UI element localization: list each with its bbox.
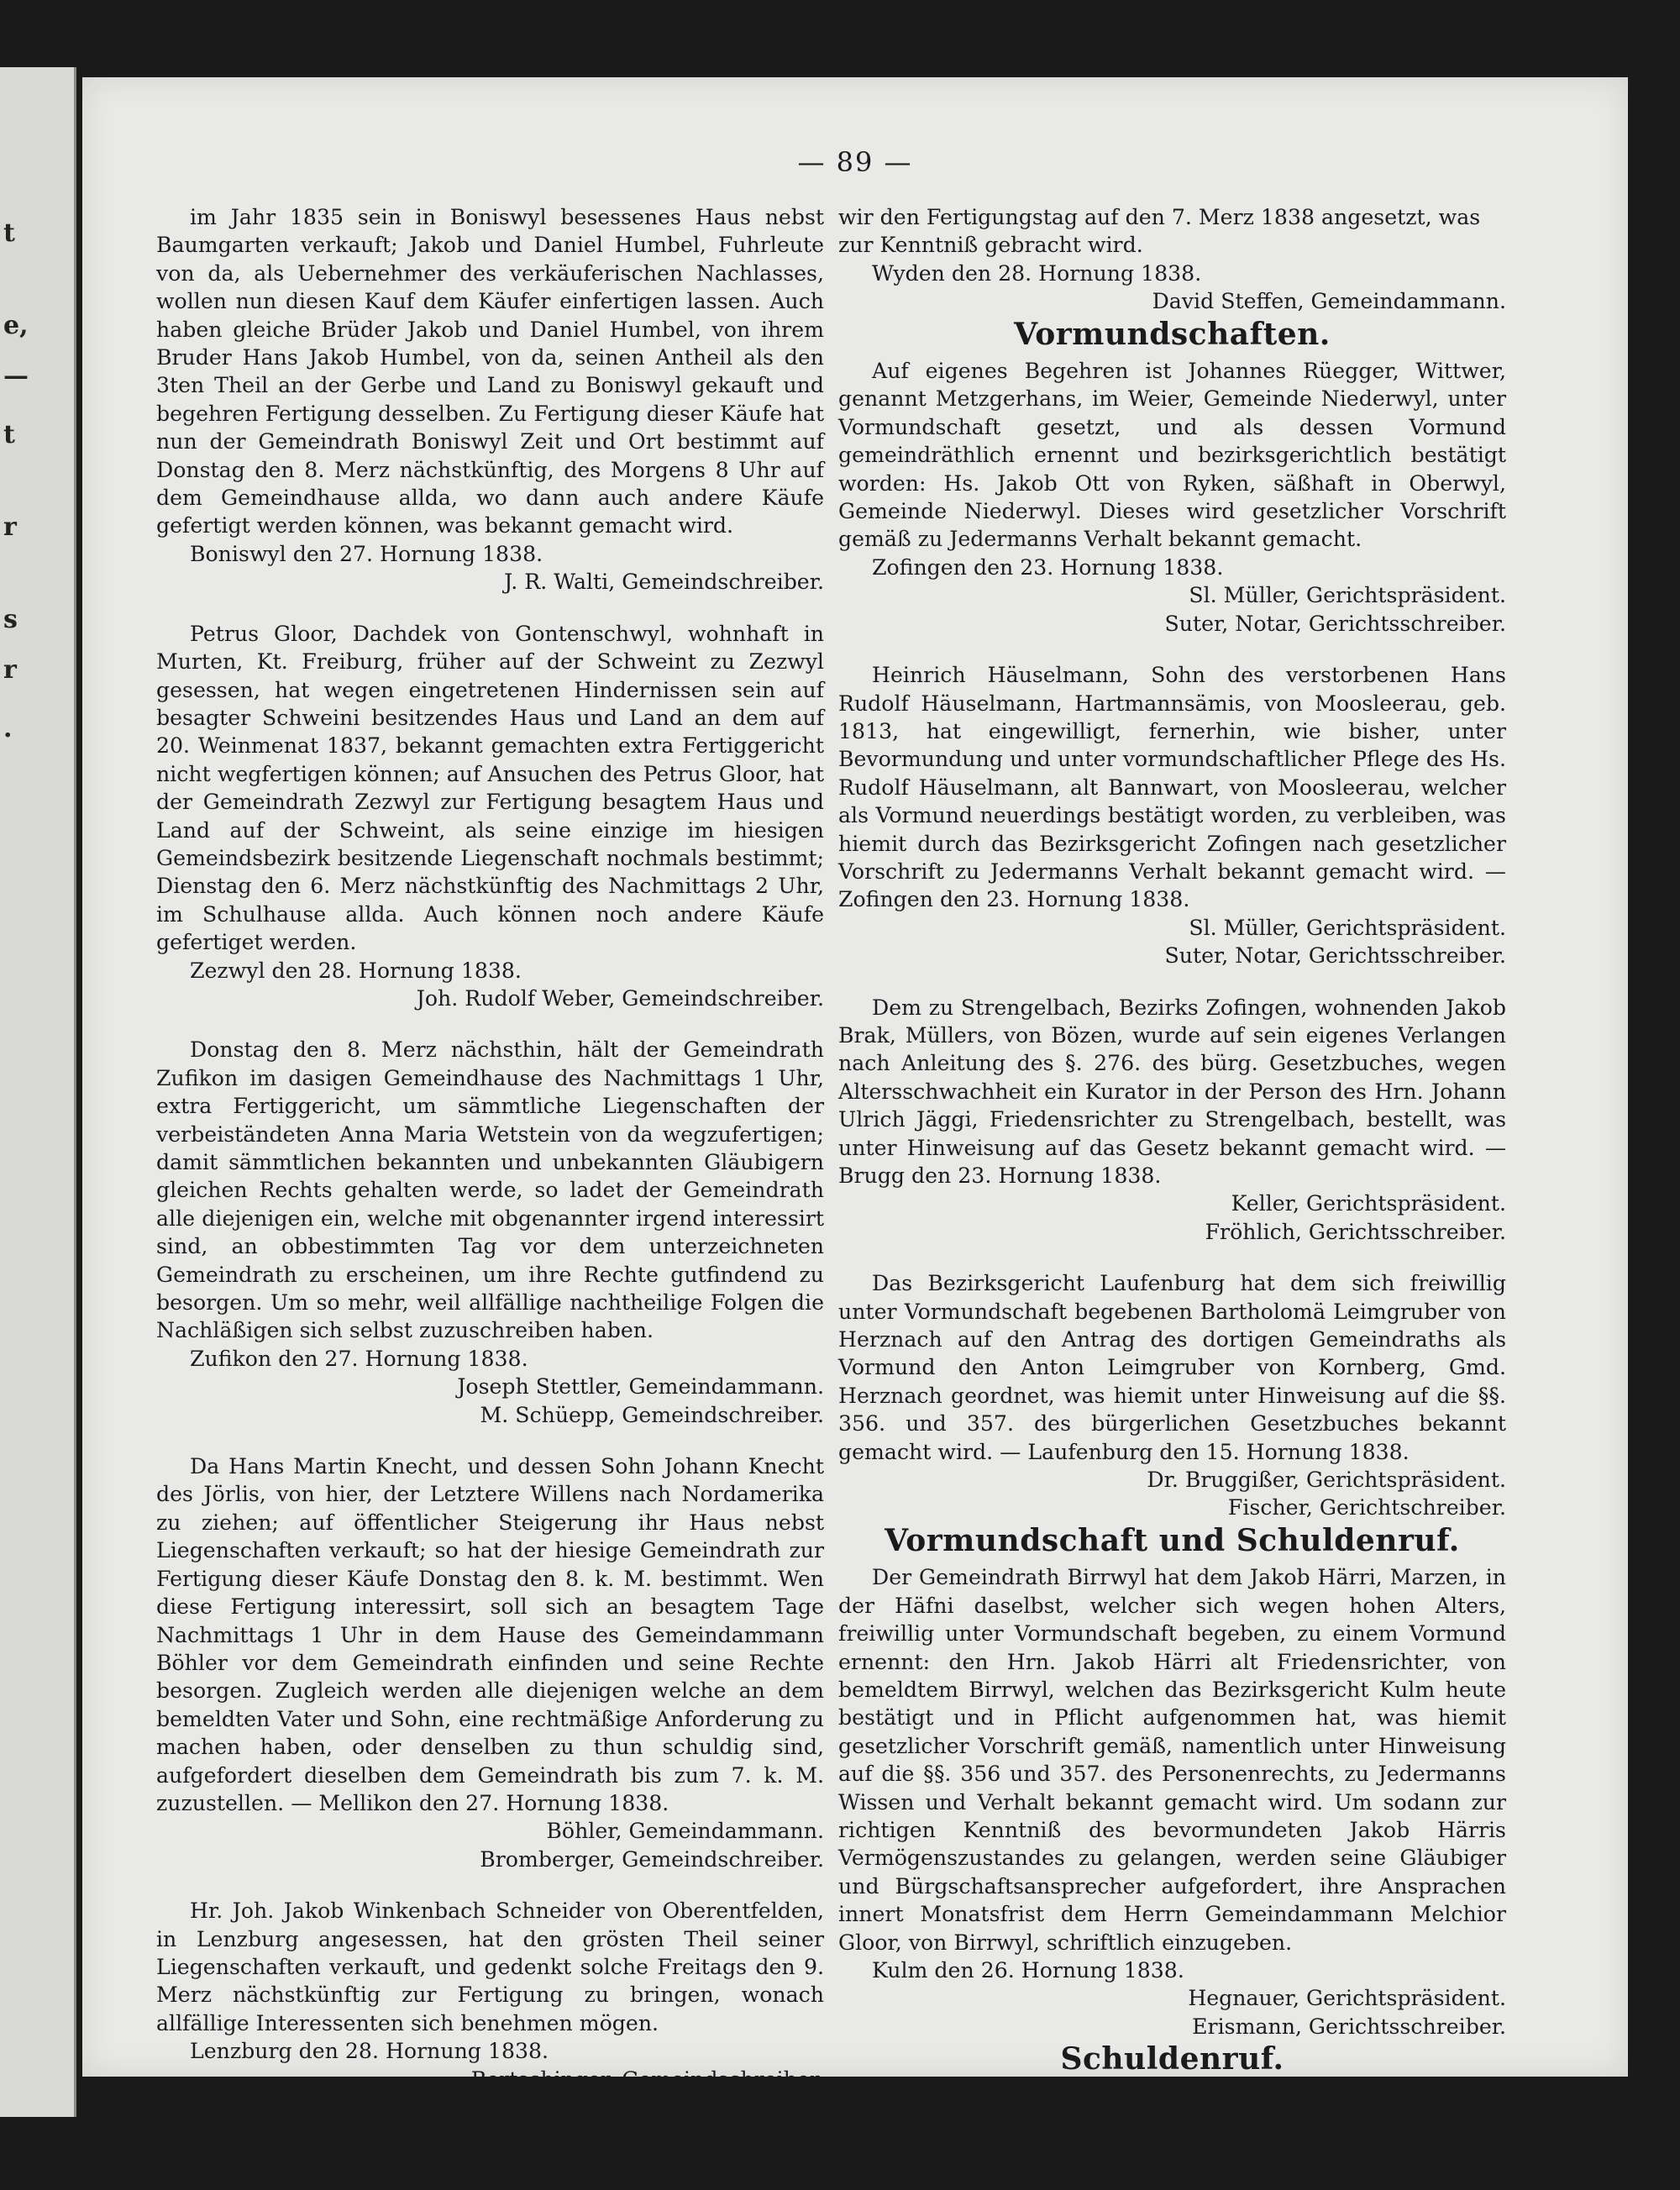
section-heading: Vormundschaft und Schuldenruf. <box>885 1522 1460 1558</box>
margin-fragment: s <box>3 605 18 634</box>
block-gap <box>156 1873 824 1897</box>
place-date-line: Boniswyl den 27. Hornung 1838. <box>190 541 543 566</box>
notice-paragraph: Dem zu Strengelbach, Bezirks Zofingen, wohnenden Jakob Brak, Müllers, von Bözen, wurde auf sein eigenes Verlangen nach Anleitung des §. 276. des bürg. Gesetzbuches, wegen Altersschwachheit ein Kurator in der Person des Hrn. Johann Ulrich Jäggi, Friedensrichter zu Strengelbach, bestellt, was unter Hinweisung auf das Gesetz bekannt gemacht wird. — Brugg den 23. Hornung 1838. <box>838 995 1506 1188</box>
margin-fragment: . <box>3 714 13 743</box>
signature-line: J. R. Walti, Gemeindschreiber. <box>504 570 824 595</box>
signature-line: Suter, Notar, Gerichtsschreiber. <box>1164 943 1506 969</box>
block-gap <box>838 1246 1506 1269</box>
page-number: — 89 — <box>797 146 913 178</box>
notice-paragraph: Petrus Gloor, Dachdek von Gontenschwyl, wohnhaft in Murten, Kt. Freiburg, früher auf der Schweint zu Zezwyl gesessen, hat wegen eingetretenen Hindernissen sein auf besagter Schweini besitzendes Haus und Land an dem auf 20. Weinmenat 1837, bekannt gemachten extra Fertiggericht nicht wegfertigen können; auf Ansuchen des Petrus Gloor, hat der Gemeindrath Zezwyl zur Fertigung besagtem Haus und Land auf der Schweint, als seine einzige im hiesigen Gemeindsbezirk besitzende Liegenschaft nochmals bestimmt; Dienstag den 6. Merz nächstkünftig des Nachmittags 2 Uhr, im Schulhause allda. Auch können noch andere Käufe gefertiget werden. <box>156 621 824 955</box>
block-gap <box>156 1012 824 1036</box>
left-column <box>156 203 824 2173</box>
block-gap <box>156 596 824 620</box>
block-gap <box>156 2093 824 2117</box>
text-line: wir den Fertigungstag auf den 7. Merz 1838 angesetzt, was zur Kenntniß gebracht wird. <box>838 205 1481 258</box>
place-date-line: Lenzburg den 28. Hornung 1838. <box>190 2039 549 2064</box>
block-gap <box>156 1429 824 1452</box>
notice-paragraph: Das Bezirksgericht Aarau hat dem nach Amerika auszuwandern gesonnenen Rudolf Wehrli, Posamenter von Küt- <box>838 2083 1506 2165</box>
document-page <box>82 77 1628 2172</box>
notice-paragraph: Da die Gebrüder Georg und Silvan Brunner, in Wyden, ihre sämmtlichen Liegenschaften verkauft, so haben <box>156 2119 824 2172</box>
notice-paragraph: im Jahr 1835 sein in Boniswyl besessenes Haus nebst Baumgarten verkauft; Jakob und Daniel Humbel, Fuhrleute von da, als Uebernehmer des verkäuferischen Nachlasses, wollen nun diesen Kauf dem Käufer einfertigen lassen. Auch haben gleiche Brüder Jakob und Daniel Humbel, von ihrem Bruder Hans Jakob Humbel, von da, seinen Antheil als den 3ten Theil an der Gerbe und Land zu Boniswyl gekauft und begehren Fertigung desselben. Zu Fertigung dieser Käufe hat nun der Gemeindrath Boniswyl Zeit und Ort bestimmt auf Donstag den 8. Merz nächstkünftig, des Morgens 8 Uhr auf dem Gemeindhause allda, wo dann auch andere Käufe gefertigt werden können, was bekannt gemacht wird. <box>156 205 824 538</box>
signature-line: Hegnauer, Gerichtspräsident. <box>1188 1986 1506 2011</box>
signature-line: Erismann, Gerichtsschreiber. <box>1192 2014 1506 2039</box>
signature-line: M. Schüepp, Gemeindschreiber. <box>480 1402 824 1427</box>
signature-line: Sl. Müller, Gerichtspräsident. <box>1189 915 1506 940</box>
right-column <box>838 203 1506 2166</box>
notice-paragraph: Da Hans Martin Knecht, und dessen Sohn Johann Knecht des Jörlis, von hier, der Letztere Willens nach Nordamerika zu ziehen; auf öffentlicher Steigerung ihr Haus nebst Liegenschaften verkauft; so hat der hiesige Gemeindrath zur Fertigung dieser Käufe Donstag den 8. k. M. bestimmt. Wen diese Fertigung interessirt, soll sich an besagtem Tage Nachmittags 1 Uhr in dem Hause des Gemeindammann Böhler vor dem Gemeindrath einfinden und seine Rechte besorgen. Zugleich werden alle diejenigen welche an dem bemeldten Vater und Sohn, eine rechtmäßige Anforderung zu machen haben, oder denselben zu thun schuldig sind, aufgefordert dieselben dem Gemeindrath bis zum 7. k. M. zuzustellen. — Mellikon den 27. Hornung 1838. <box>156 1454 824 1815</box>
block-gap <box>838 970 1506 994</box>
place-date-line: Zufikon den 27. Hornung 1838. <box>190 1346 528 1371</box>
signature-line: Joh. Rudolf Weber, Gemeindschreiber. <box>416 985 824 1011</box>
margin-fragment: — <box>3 361 29 391</box>
place-date-line: Wyden den 28. Hornung 1838. <box>872 260 1202 286</box>
place-date-line: Kulm den 26. Hornung 1838. <box>872 1957 1184 1983</box>
signature-line: Fischer, Gerichtschreiber. <box>1227 1495 1506 1520</box>
signature-line: Böhler, Gemeindammann. <box>546 1819 824 1844</box>
signature-line: Suter, Notar, Gerichtsschreiber. <box>1164 611 1506 636</box>
signature-line: David Steffen, Gemeindammann. <box>1152 289 1506 314</box>
signature-line: Bromberger, Gemeindschreiber. <box>480 1846 824 1872</box>
section-heading: Vormundschaften. <box>1014 316 1331 352</box>
margin-fragment: r <box>3 512 17 542</box>
signature-line: Joseph Stettler, Gemeindammann. <box>457 1374 824 1400</box>
notice-paragraph: Das Bezirksgericht Laufenburg hat dem sich freiwillig unter Vormundschaft begebenen Bartholomä Leimgruber von Herznach auf den Antrag des dortigen Gemeindraths als Vormund den Anton Leimgruber von Kornberg, Gmd. Herznach geordnet, was hiemit unter Hinweisung auf die §§. 356. und 357. des bürgerlichen Gesetzbuches bekannt gemacht wird. — Laufenburg den 15. Hornung 1838. <box>838 1271 1506 1464</box>
notice-paragraph: Der Gemeindrath Birrwyl hat dem Jakob Härri, Marzen, in der Häfni daselbst, welcher sich wegen hohen Alters, freiwillig unter Vormundschaft begeben, zu einem Vormund ernennt: den Hrn. Jakob Härri alt Friedensrichter, von bemeldtem Birrwyl, welchen das Bezirksgericht Kulm heute bestätigt und in Pflicht aufgenommen hat, was hiemit gesetzlicher Vorschrift gemäß, namentlich unter Hinweisung auf die §§. 356 und 357. des Personenrechts, zu Jedermanns Wissen und Verhalt bekannt gemacht wird. Um sodann zur richtigen Kenntniß des bevormundeten Jakob Härris Vermögenszustandes zu gelangen, werden seine Gläubiger und Bürgschaftsansprecher aufgefordert, ihre Ansprachen innert Monatsfrist dem Herrn Gemeindammann Melchior Gloor, von Birrwyl, schriftlich einzugeben. <box>838 1565 1506 1955</box>
section-heading: Schuldenruf. <box>1060 2041 1284 2077</box>
signature-line: Keller, Gerichtspräsident. <box>1231 1191 1506 1216</box>
notice-paragraph: Heinrich Häuselmann, Sohn des verstorbenen Hans Rudolf Häuselmann, Hartmannsämis, von Moosleerau, geb. 1813, hat eingewilligt, fernerhin, wie bisher, unter Bevormundung und unter vormundschaftlicher Pflege des Hs. Rudolf Häuselmann, alt Bannwart, von Moosleerau, welcher als Vormund neuerdings bestätigt worden, zu verbleiben, was hiemit durch das Bezirksgericht Zofingen nach gesetzlicher Vorschrift zu Jedermanns Verhalt bekannt gemacht wird. — Zofingen den 23. Hornung 1838. <box>838 663 1506 912</box>
signature-line: Sl. Müller, Gerichtspräsident. <box>1189 583 1506 608</box>
signature-line: Fröhlich, Gerichtsschreiber. <box>1205 1219 1506 1244</box>
block-gap <box>838 638 1506 661</box>
adjacent-page-edge <box>0 67 76 2117</box>
notice-paragraph: Auf eigenes Begehren ist Johannes Rüegger, Wittwer, genannt Metzgerhans, im Weier, Gemeinde Niederwyl, unter Vormundschaft gesetzt, und als dessen Vormund gemeindräthlich ernennt und bezirksgerichtlich bestätigt worden: Hs. Jakob Ott von Ryken, säßhaft in Oberwyl, Gemeinde Niederwyl. Dieses wird gesetzlicher Vorschrift gemäß zu Jedermanns Verhalt bekannt gemacht. <box>838 359 1506 552</box>
notice-paragraph: Donstag den 8. Merz nächsthin, hält der Gemeindrath Zufikon im dasigen Gemeindhause des Nachmittags 1 Uhr, extra Fertiggericht, um sämmtliche Liegenschaften der verbeiständeten Anna Maria Wetstein von da wegzufertigen; damit sämmtlichen bekannten und unbekannten Gläubigern gleichen Rechts gehalten werde, so ladet der Gemeindrath alle diejenigen ein, welche mit obgenannter irgend interessirt sind, an obbestimmten Tag vor dem unterzeichneten Gemeindrath zu erscheinen, um ihre Rechte gutfindend zu besorgen. Um so mehr, weil allfällige nachtheilige Folgen die Nachläßigen sich selbst zuzuschreiben haben. <box>156 1037 824 1343</box>
margin-fragment: r <box>3 655 17 685</box>
place-date-line: Zofingen den 23. Hornung 1838. <box>872 554 1224 580</box>
signature-line: Dr. Bruggißer, Gerichtspräsident. <box>1147 1468 1506 1493</box>
place-date-line: Zezwyl den 28. Hornung 1838. <box>190 958 522 983</box>
margin-fragment: t <box>3 420 15 449</box>
margin-fragment: t <box>3 218 15 248</box>
signature-line: Bertschinger, Gemeindschreiber. <box>470 2067 824 2092</box>
notice-paragraph: Hr. Joh. Jakob Winkenbach Schneider von Oberentfelden, in Lenzburg angesessen, hat den grösten Theil seiner Liegenschaften verkauft, und gedenkt solche Freitags den 9. Merz nächstkünftig zur Fertigung zu bringen, wonach allfällige Interessenten sich benehmen mögen. <box>156 1899 824 2035</box>
margin-fragment: e, <box>3 311 29 340</box>
